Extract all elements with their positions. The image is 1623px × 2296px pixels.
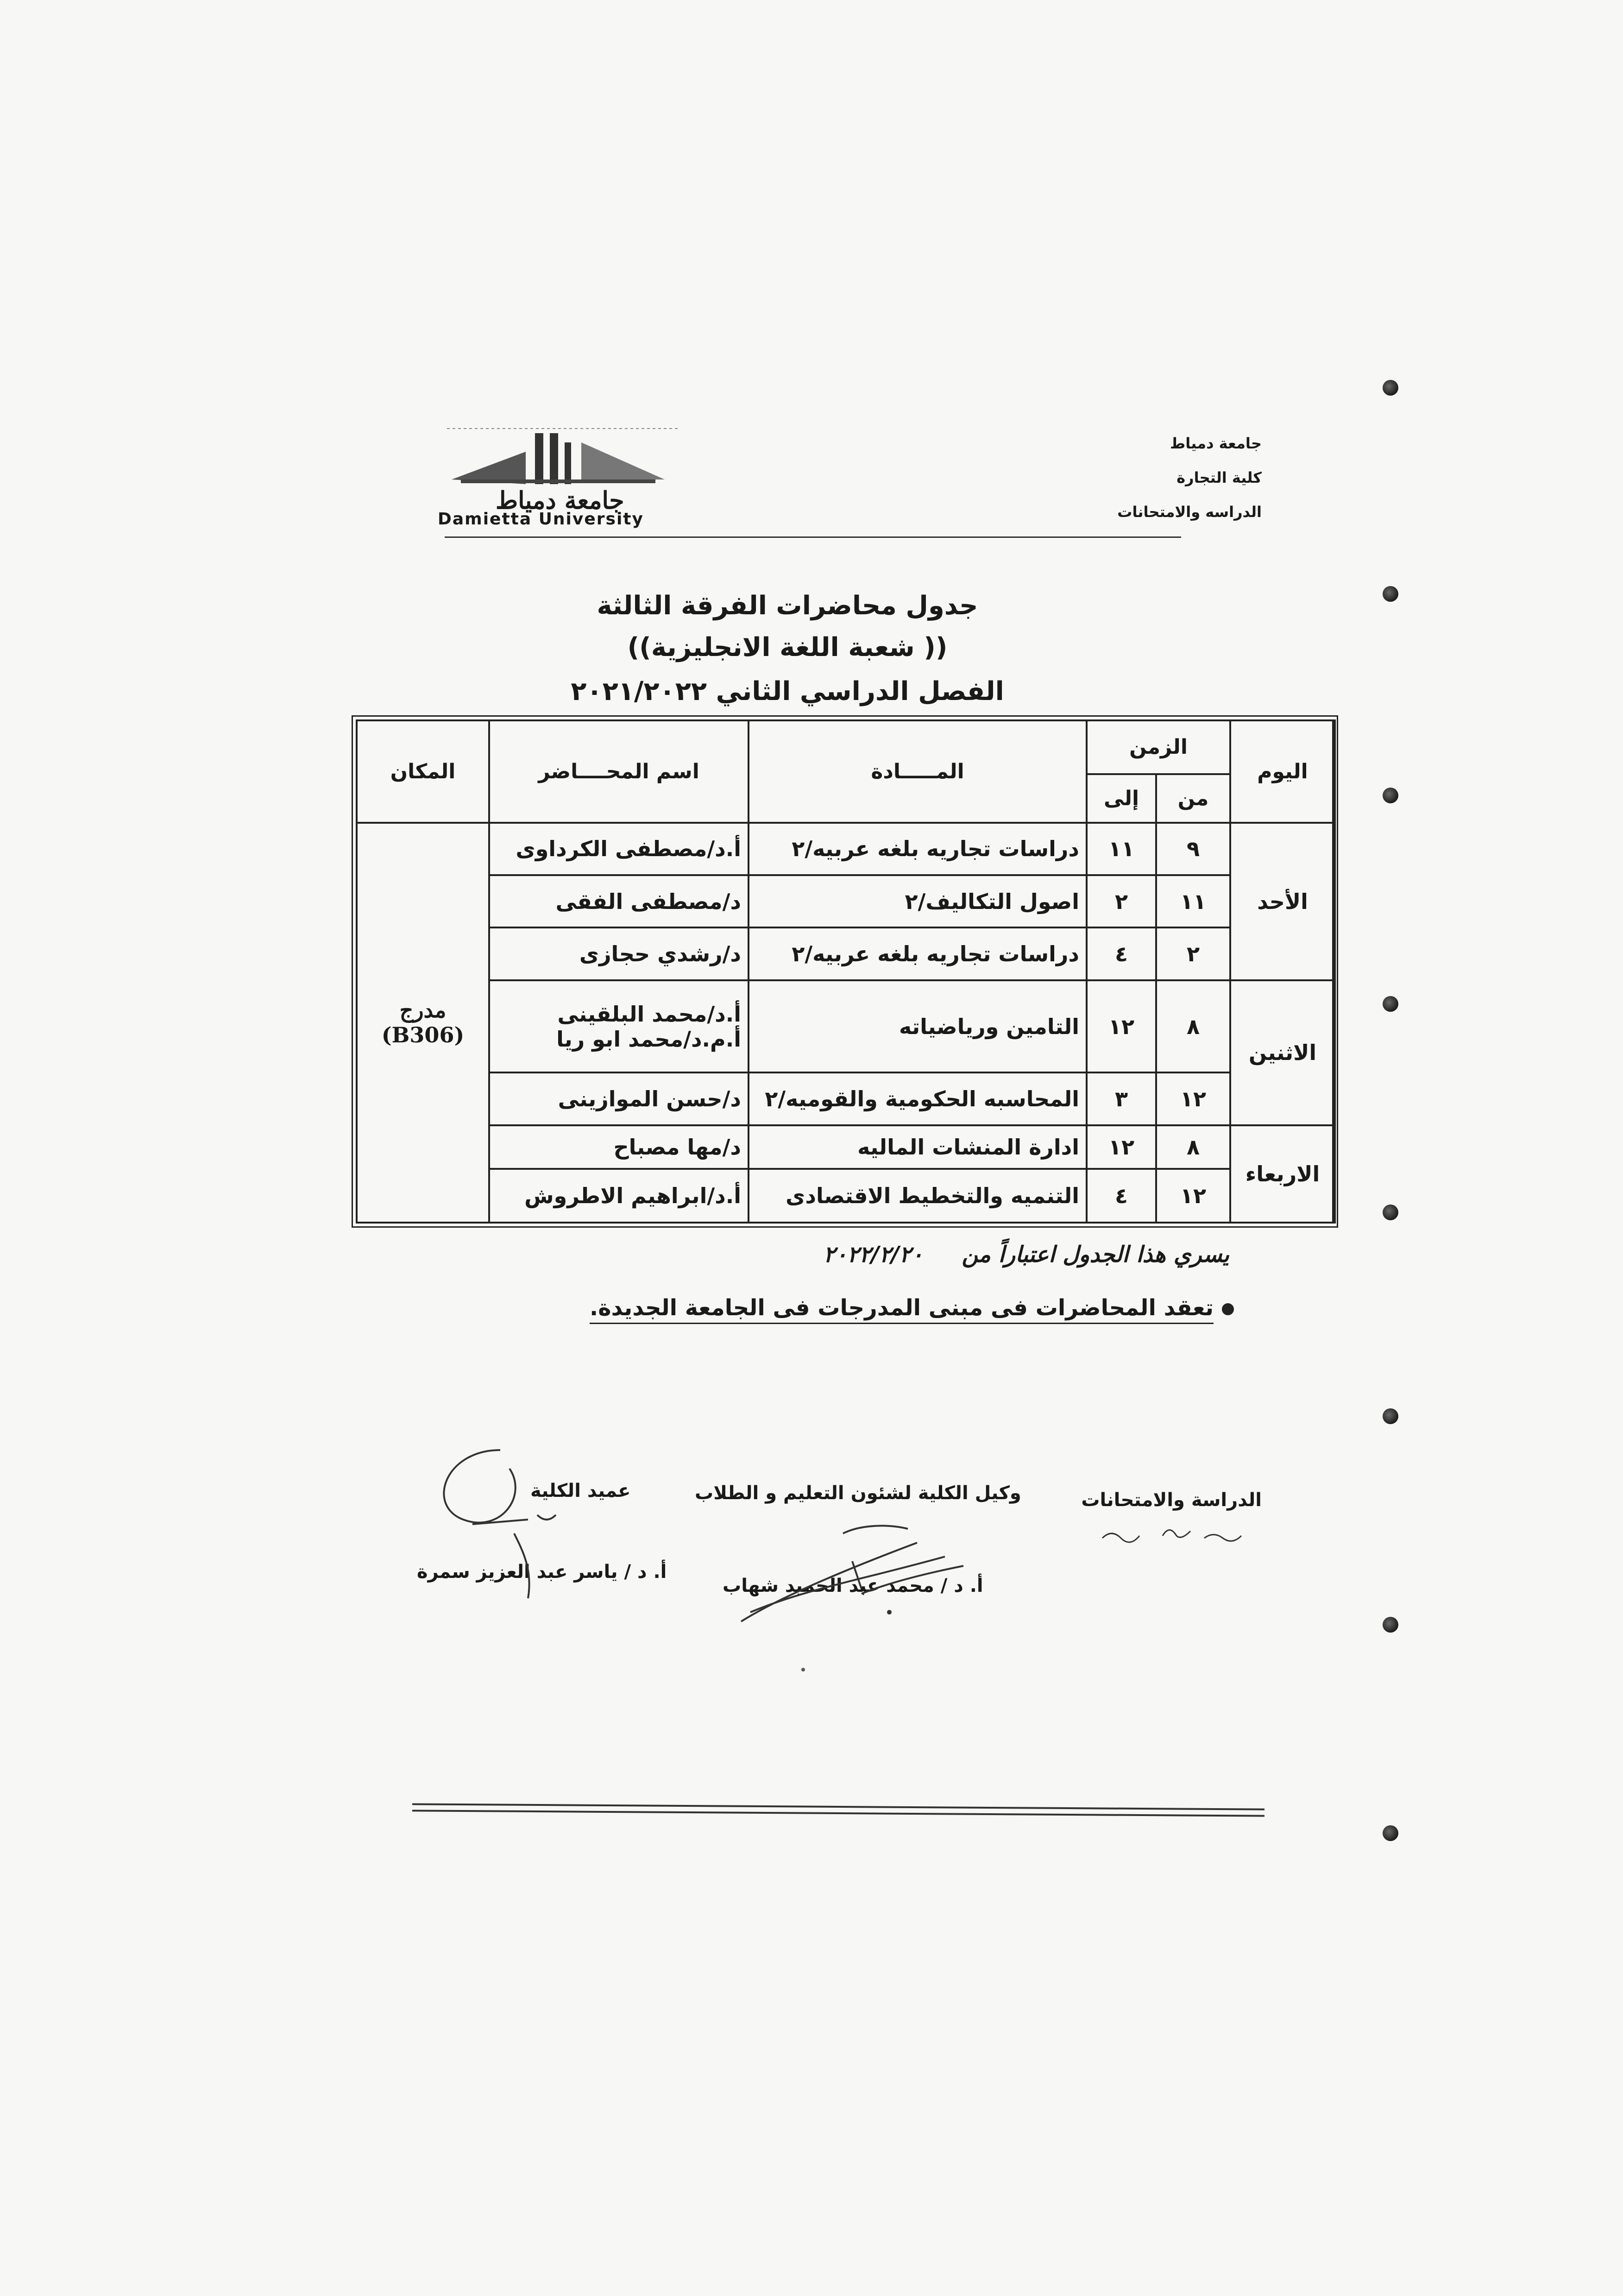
binder-hole [1383, 1617, 1398, 1633]
location-note [590, 1295, 1234, 1321]
vice-dean-name: أ. د / محمد عبد الحميد شهاب [723, 1575, 983, 1596]
place-code: (B306) [381, 1022, 465, 1048]
binder-hole [1383, 788, 1398, 803]
dean-signature-icon [408, 1441, 602, 1608]
schedule-semester: الفصل الدراسي الثاني ٢٠٢١/٢٠٢٢ [571, 676, 1004, 706]
day-sunday: الأحد [1230, 823, 1335, 980]
dean-name: أ. د / ياسر عبد العزيز سمرة [417, 1561, 667, 1583]
dean-label: عميد الكلية [530, 1480, 631, 1501]
time-from: ٨ [1156, 980, 1230, 1073]
place-name: مدرج [399, 997, 447, 1023]
day-wednesday: الاربعاء [1230, 1125, 1335, 1223]
time-from: ٢ [1156, 927, 1230, 980]
subject: التنميه والتخطيط الاقتصادى [749, 1169, 1087, 1223]
table-row [357, 927, 1335, 980]
institution-header [1117, 426, 1262, 529]
subject: التامين ورياضياته [749, 980, 1087, 1073]
effective-date: ٢٠٢٢/٢/٢٠ [823, 1242, 923, 1268]
header-divider [445, 536, 1181, 538]
subject: ادارة المنشات الماليه [749, 1125, 1087, 1169]
lecturer: د/رشدي حجازى [489, 927, 749, 980]
table-row [357, 823, 1335, 875]
header-day: اليوم [1230, 720, 1335, 823]
table-row [357, 875, 1335, 927]
table-row [357, 980, 1335, 1073]
time-from: ٨ [1156, 1125, 1230, 1169]
header-from: من [1156, 774, 1230, 823]
lecturer: د/حسن الموازينى [489, 1072, 749, 1125]
exams-signature-label: الدراسة والامتحانات [1081, 1489, 1262, 1511]
subject: دراسات تجاريه بلغه عربيه/٢ [749, 927, 1087, 980]
time-to: ١٢ [1087, 980, 1156, 1073]
exams-signature-icon [1098, 1515, 1264, 1552]
location-note-text: تعقد المحاضرات فى مبنى المدرجات فى الجامعة الجديدة. [590, 1295, 1214, 1324]
time-to: ١١ [1087, 823, 1156, 875]
subject: دراسات تجاريه بلغه عربيه/٢ [749, 823, 1087, 875]
lecturer: أ.د/مصطفى الكرداوى [489, 823, 749, 875]
time-from: ١٢ [1156, 1169, 1230, 1223]
day-monday: الاثنين [1230, 980, 1335, 1125]
header-place: المكان [357, 720, 489, 823]
time-to: ٢ [1087, 875, 1156, 927]
table-row [357, 1072, 1335, 1125]
time-to: ١٢ [1087, 1125, 1156, 1169]
subject: المحاسبه الحكومية والقوميه/٢ [749, 1072, 1087, 1125]
binder-hole [1383, 1205, 1398, 1220]
header-lecturer: اسم المحــــاضر [489, 720, 749, 823]
schedule-title: جدول محاضرات الفرقة الثالثة [597, 591, 978, 621]
time-to: ٤ [1087, 927, 1156, 980]
footer-divider [412, 1803, 1264, 1817]
time-to: ٣ [1087, 1072, 1156, 1125]
time-to: ٤ [1087, 1169, 1156, 1223]
time-from: ٩ [1156, 823, 1230, 875]
header-to: إلى [1087, 774, 1156, 823]
effective-label: يسري هذا الجدول اعتباراً من [962, 1242, 1229, 1268]
vice-dean-signature-icon [723, 1506, 982, 1645]
logo-english-text: Damietta University [438, 510, 644, 529]
department-name: الدراسه والامتحانات [1117, 503, 1262, 521]
place-cell [357, 823, 489, 1223]
effective-date-note [823, 1242, 1229, 1268]
subject: اصول التكاليف/٢ [749, 875, 1087, 927]
table-row [357, 1169, 1335, 1223]
lecturer: أ.د/ابراهيم الاطروش [489, 1169, 749, 1223]
schedule-division: (( شعبة اللغة الانجليزية)) [627, 632, 948, 662]
lecturer-cell [489, 980, 749, 1073]
logo-arabic-text: جامعة دمياط [496, 486, 624, 515]
header-subject: المـــــادة [749, 720, 1087, 823]
time-from: ١١ [1156, 875, 1230, 927]
lecturer: د/مها مصباح [489, 1125, 749, 1169]
university-name: جامعة دمياط [1170, 435, 1262, 452]
bullet-icon [1222, 1303, 1234, 1315]
lecturer: د/مصطفى الفقى [489, 875, 749, 927]
header-time: الزمن [1087, 720, 1230, 774]
binder-hole [1383, 996, 1398, 1012]
schedule-table [356, 719, 1336, 1224]
lecturer: أ.د/محمد البلقينى [557, 1001, 741, 1027]
binder-hole [1383, 586, 1398, 602]
vice-dean-label: وكيل الكلية لشئون التعليم و الطلاب [695, 1482, 1021, 1504]
faculty-name: كلية التجارة [1176, 469, 1262, 486]
lecturer-secondary: أ.م.د/محمد ابو ريا [556, 1026, 741, 1052]
binder-hole [1383, 1825, 1398, 1841]
binder-hole [1383, 1408, 1398, 1424]
stray-mark [801, 1668, 805, 1672]
table-row [357, 1125, 1335, 1169]
time-from: ١٢ [1156, 1072, 1230, 1125]
binder-hole [1383, 380, 1398, 396]
